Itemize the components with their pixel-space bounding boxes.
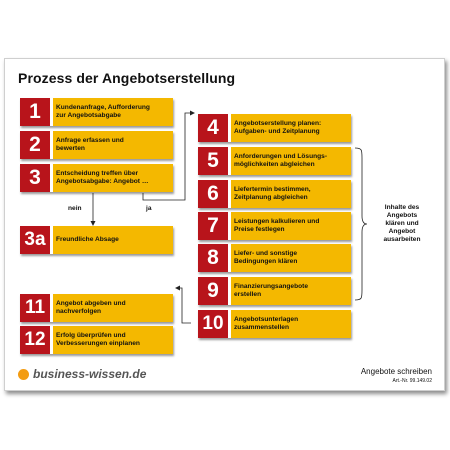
step-label: Anforderungen und Lösungs- möglichkeiten abgleichen	[234, 153, 328, 168]
branch-yes-label: ja	[146, 205, 152, 212]
step-number: 4	[198, 114, 228, 142]
step-1	[20, 98, 173, 126]
step-number: 11	[20, 294, 50, 322]
step-number: 3	[20, 164, 50, 192]
step-number: 12	[20, 326, 50, 354]
step-11	[20, 294, 173, 322]
arrowhead-11	[175, 286, 180, 291]
step-label: Entscheidung treffen über Angebotsabgabe: Angebot …	[56, 170, 149, 185]
step-number: 2	[20, 131, 50, 159]
step-label: Erfolg überprüfen und Verbesserungen einplanen	[56, 332, 140, 347]
branch-no-label: nein	[68, 205, 82, 212]
step-number: 10	[198, 310, 228, 338]
step-label: Liefer- und sonstige Bedingungen klären	[234, 250, 298, 265]
step-number: 1	[20, 98, 50, 126]
step-number: 7	[198, 212, 228, 240]
step-number: 9	[198, 277, 228, 305]
step-4	[198, 114, 351, 142]
step-3a	[20, 226, 173, 254]
step-2	[20, 131, 173, 159]
bracket-note: Inhalte des Angebots klären und Angebot ausarbeiten	[383, 204, 421, 243]
step-label: Kundenanfrage, Aufforderung zur Angebotsabgabe	[56, 104, 150, 119]
step-8	[198, 244, 351, 272]
footer-info	[361, 367, 432, 384]
step-3	[20, 164, 173, 192]
step-number: 5	[198, 147, 228, 175]
step-label: Finanzierungsangebote erstellen	[234, 283, 309, 298]
step-6	[198, 180, 351, 208]
connector-10-11	[178, 288, 191, 323]
step-number: 3a	[20, 226, 50, 254]
step-10	[198, 310, 351, 338]
step-label: Angebotsunterlagen zusammenstellen	[234, 316, 299, 331]
step-7	[198, 212, 351, 240]
step-label: Angebotserstellung planen: Aufgaben- und Zeitplanung	[234, 120, 322, 135]
diagram-title: Prozess der Angebotserstellung	[18, 70, 236, 86]
step-9	[198, 277, 351, 305]
article-number: Art.-Nr. 99.149.02	[392, 378, 432, 384]
step-5	[198, 147, 351, 175]
step-number: 8	[198, 244, 228, 272]
step-label: Anfrage erfassen und bewerten	[56, 137, 124, 152]
step-label: Freundliche Absage	[56, 236, 119, 243]
step-12	[20, 326, 173, 354]
bracket-steps-5-9	[355, 148, 367, 300]
step-label: Leistungen kalkulieren und Preise festlegen	[234, 218, 320, 233]
step-label: Liefertermin bestimmen, Zeitplanung abgleichen	[234, 186, 311, 201]
step-label: Angebot abgeben und nachverfolgen	[56, 300, 126, 315]
logo-text: business-wissen.de	[33, 367, 147, 381]
document-title: Angebote schreiben	[360, 367, 432, 376]
arrowhead-4	[190, 111, 195, 116]
step-number: 6	[198, 180, 228, 208]
logo-dot-icon	[18, 369, 29, 380]
footer-logo	[18, 367, 146, 381]
